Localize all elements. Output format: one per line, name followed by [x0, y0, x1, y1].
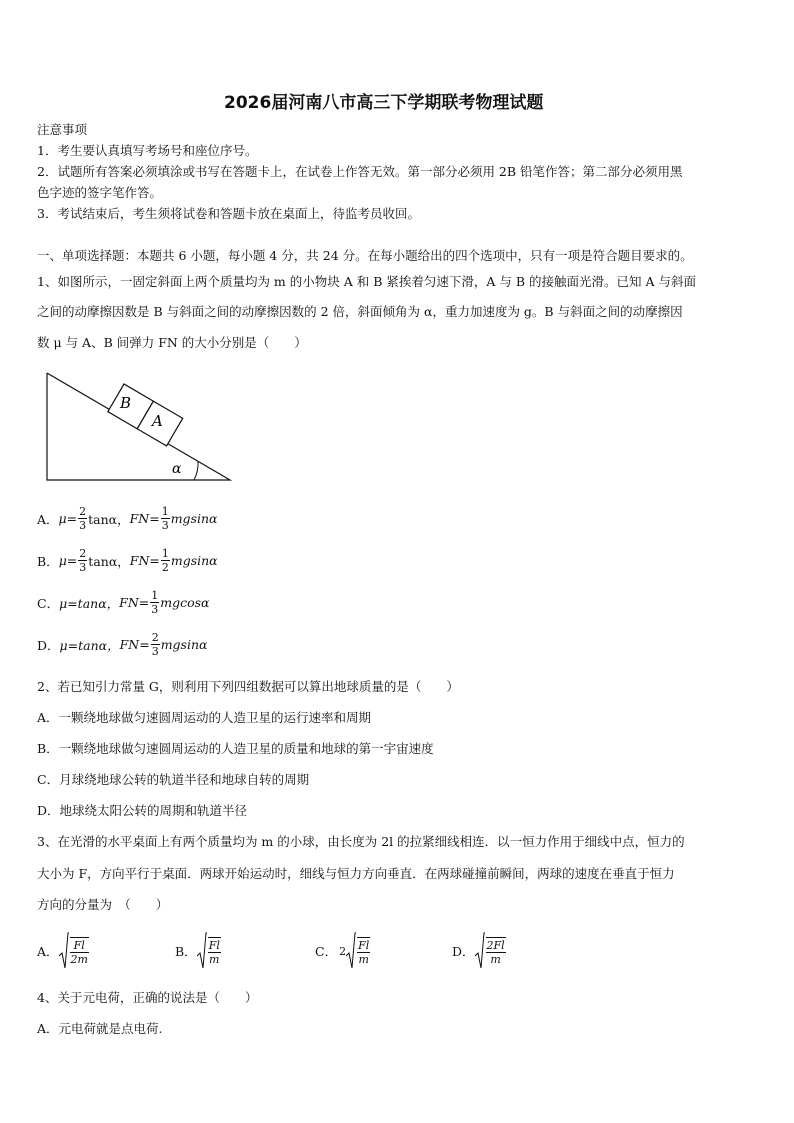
- fn-expr: FN=: [119, 637, 150, 652]
- mu-tail: tanα，: [88, 553, 130, 569]
- q1-option-a[interactable]: [37, 506, 217, 531]
- q3-option-a[interactable]: [37, 932, 90, 970]
- q1-stem-line: 1、如图所示，一固定斜面上两个质量均为 m 的小物块 A 和 B 紧挨着匀速下滑，A 与 B 的接触面光滑。已知 A 与斜面: [37, 274, 696, 289]
- fn-tail: mgsinα: [160, 637, 208, 652]
- block-b-label: B: [120, 394, 132, 412]
- coefficient: 2: [339, 944, 347, 958]
- q1-option-d[interactable]: [37, 632, 207, 657]
- fraction: $\frac{2}{3}$: [151, 631, 159, 658]
- q1-option-c[interactable]: [37, 590, 210, 615]
- fraction: $\frac{1}{3}$: [151, 589, 159, 616]
- page-title: 2026届河南八市高三下学期联考物理试题: [224, 93, 544, 113]
- q2-option-c[interactable]: C．月球绕地球公转的轨道半径和地球自转的周期: [37, 772, 310, 787]
- notice-item: 色字迹的签字笔作答。: [37, 185, 163, 200]
- notice-heading: 注意事项: [37, 122, 88, 137]
- q3-option-b[interactable]: [175, 932, 222, 970]
- q2-stem: 2、若已知引力常量 G，则利用下列四组数据可以算出地球质量的是（ ）: [37, 679, 459, 694]
- option-label: C．: [315, 944, 338, 959]
- fn-expr: FN=: [129, 553, 160, 568]
- q1-option-b[interactable]: [37, 548, 218, 573]
- q1-stem-line: 之间的动摩擦因数是 B 与斜面之间的动摩擦因数的 2 倍，斜面倾角为 α，重力加速度为 g。B 与斜面之间的动摩擦因: [37, 304, 683, 319]
- fn-tail: mgcosα: [160, 595, 210, 610]
- notice-item: 1．考生要认真填写考场号和座位序号。: [37, 143, 258, 158]
- option-label: B．: [37, 553, 59, 569]
- notice-item: 3．考试结束后，考生须将试卷和答题卡放在桌面上，待监考员收回。: [37, 206, 420, 221]
- fraction: $\frac{1}{3}$: [161, 505, 169, 532]
- fraction: $\frac{2}{3}$: [79, 547, 87, 574]
- q3-option-d[interactable]: [452, 932, 507, 970]
- mu-tail: tanα，: [88, 511, 130, 527]
- block-a-label: A: [152, 412, 163, 430]
- mu-expr: μ=: [58, 553, 78, 568]
- fraction: $\frac{2}{3}$: [79, 505, 87, 532]
- notice-item: 2．试题所有答案必须填涂或书写在答题卡上，在试卷上作答无效。第一部分必须用 2B 铅笔作答；第二部分必须用黑: [37, 164, 683, 179]
- option-label: A．: [37, 511, 59, 527]
- fn-expr: FN=: [119, 595, 150, 610]
- q2-option-b[interactable]: B．一颗绕地球做匀速圆周运动的人造卫星的质量和地球的第一宇宙速度: [37, 741, 434, 756]
- q4-option-a[interactable]: A．元电荷就是点电荷.: [37, 1021, 163, 1036]
- q3-stem-line: 大小为 F，方向平行于桌面．两球开始运动时，细线与恒力方向垂直．在两球碰撞前瞬间，两球的速度在垂直于恒力: [37, 866, 675, 881]
- fn-expr: FN=: [129, 511, 160, 526]
- q3-option-c[interactable]: [315, 932, 371, 970]
- sqrt-expr: $\frac{Fl}{m}$: [197, 932, 222, 970]
- sqrt-expr: $\frac{2Fl}{m}$: [475, 932, 507, 970]
- option-label: A．: [37, 944, 59, 959]
- mu-expr: μ=: [58, 511, 78, 526]
- option-label: C．: [37, 595, 60, 611]
- q2-option-d[interactable]: D．地球绕太阳公转的周期和轨道半径: [37, 803, 248, 818]
- fn-tail: mgsinα: [170, 511, 218, 526]
- q3-stem-line: 3、在光滑的水平桌面上有两个质量均为 m 的小球，由长度为 2l 的拉紧细线相连．以一恒力作用于细线中点，恒力的: [37, 834, 685, 849]
- angle-label: α: [172, 461, 182, 477]
- q4-stem: 4、关于元电荷，正确的说法是（ ）: [37, 990, 258, 1005]
- fn-tail: mgsinα: [170, 553, 218, 568]
- incline-figure: [44, 370, 234, 485]
- sqrt-expr: $\frac{Fl}{2m}$: [59, 932, 90, 970]
- mu-expr: μ=tanα，: [59, 595, 120, 611]
- sqrt-expr: $\frac{Fl}{m}$: [346, 932, 371, 970]
- q1-stem-line: 数 μ 与 A、B 间弹力 FN 的大小分别是（ ）: [37, 335, 307, 350]
- option-label: D．: [452, 944, 475, 959]
- option-label: D．: [37, 637, 60, 653]
- section-heading: 一、单项选择题：本题共 6 小题，每小题 4 分，共 24 分。在每小题给出的四个选项中，只有一项是符合题目要求的。: [37, 248, 693, 263]
- mu-expr: μ=tanα，: [59, 637, 120, 653]
- q2-option-a[interactable]: A．一颗绕地球做匀速圆周运动的人造卫星的运行速率和周期: [37, 710, 372, 725]
- fraction: $\frac{1}{2}$: [161, 547, 169, 574]
- option-label: B．: [175, 944, 197, 959]
- q3-stem-line: 方向的分量为 （ ）: [37, 897, 169, 912]
